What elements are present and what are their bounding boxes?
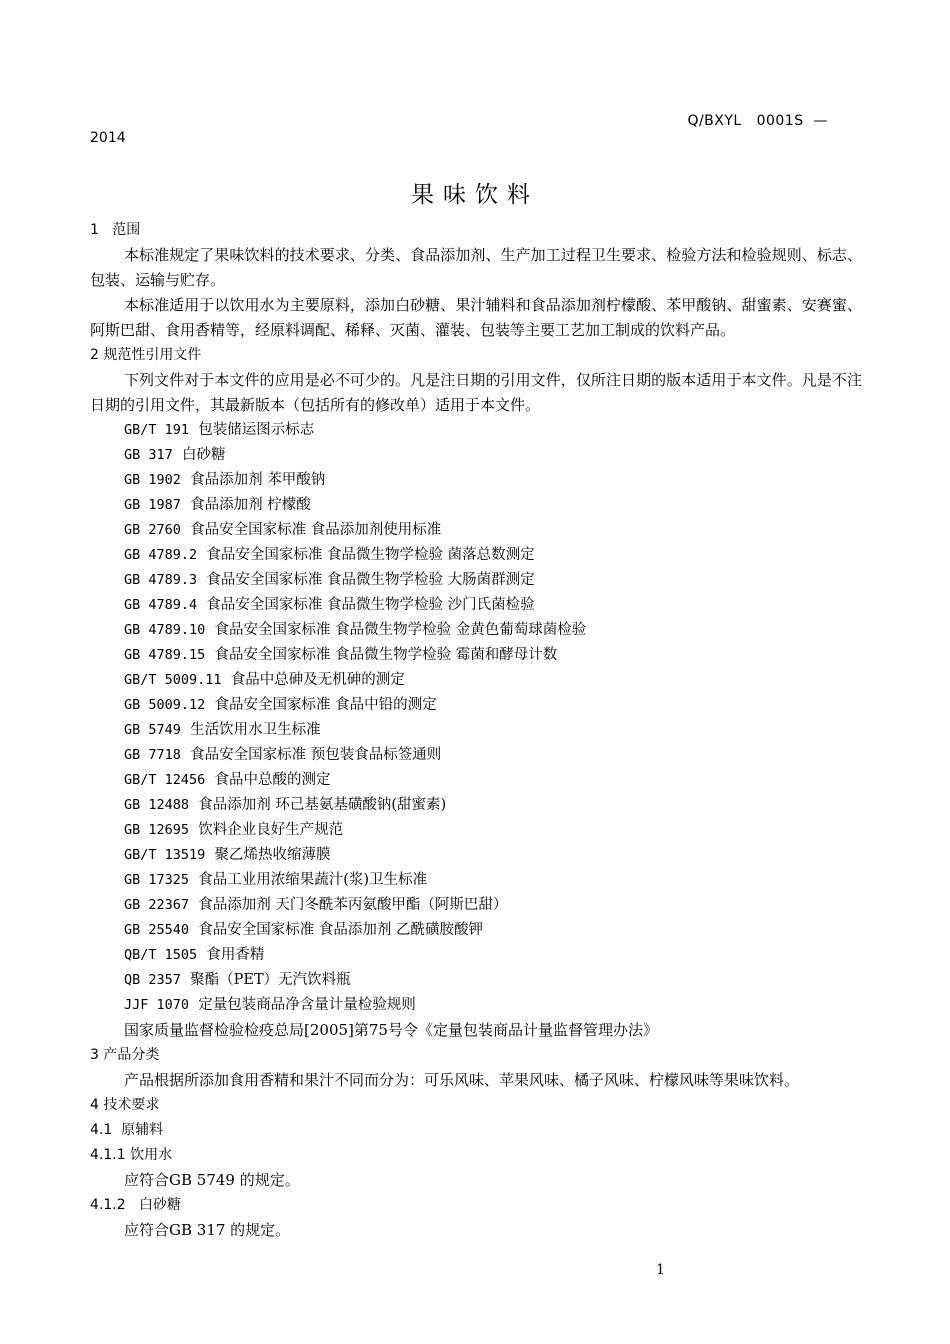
section-4-heading — [90, 1093, 862, 1118]
reference-code: GB 4789.3 — [124, 572, 198, 588]
section-1-heading — [90, 218, 862, 243]
reference-item — [90, 993, 862, 1018]
reference-code: QB 2357 — [124, 972, 181, 988]
reference-name: 饮料企业良好生产规范 — [198, 822, 344, 838]
section-3-paragraph-1: 产品根据所添加食用香精和果汁不同而分为：可乐风味、苹果风味、橘子风味、柠檬风味等果味饮料。 — [124, 1071, 800, 1089]
reference-code: QB/T 1505 — [124, 947, 198, 963]
reference-code: GB 5009.12 — [124, 697, 206, 713]
reference-code: GB 4789.2 — [124, 547, 198, 563]
reference-item — [90, 643, 862, 668]
section-number: 4.1.1 — [90, 1147, 126, 1163]
section-title: 范围 — [112, 222, 141, 238]
section-4-1-1-heading — [90, 1143, 862, 1168]
section-title: 饮用水 — [130, 1147, 173, 1163]
reference-code: GB 7718 — [124, 747, 181, 763]
reference-name: 包装储运图示标志 — [198, 422, 315, 438]
reference-item — [90, 593, 862, 618]
section-4-1-heading — [90, 1118, 862, 1143]
reference-code: GB 4789.15 — [124, 647, 206, 663]
section-1-paragraph-2: 本标准适用于以饮用水为主要原料，添加白砂糖、果汁辅料和食品添加剂柠檬酸、苯甲酸钠、甜蜜素、安赛蜜、阿斯巴甜、食用香精等，经原料调配、稀释、灭菌、灌装、包装等主要工艺加工制成的饮料产品。 — [90, 296, 862, 339]
reference-item — [90, 568, 862, 593]
reference-name: 食品添加剂 天门冬酰苯丙氨酸甲酯（阿斯巴甜） — [198, 897, 508, 913]
section-number: 3 — [90, 1047, 99, 1063]
standard-year: 2014 — [90, 130, 126, 146]
section-number: 2 — [90, 347, 99, 363]
reference-item — [90, 818, 862, 843]
reference-item — [90, 493, 862, 518]
reference-item — [90, 768, 862, 793]
reference-decree: 国家质量监督检验检疫总局[2005]第75号令《定量包装商品计量监督管理办法》 — [124, 1021, 658, 1039]
reference-item — [90, 443, 862, 468]
reference-code: GB/T 13519 — [124, 847, 206, 863]
reference-name: 食品安全国家标准 食品微生物学检验 霉菌和酵母计数 — [214, 647, 558, 663]
section-title: 技术要求 — [103, 1097, 160, 1113]
reference-item — [90, 718, 862, 743]
reference-code: GB 2760 — [124, 522, 181, 538]
reference-name: 食品安全国家标准 预包装食品标签通则 — [190, 747, 442, 763]
reference-item — [90, 468, 862, 493]
section-2-paragraph-1: 下列文件对于本文件的应用是必不可少的。凡是注日期的引用文件，仅所注日期的版本适用于本文件。凡是不注日期的引用文件，其最新版本（包括所有的修改单）适用于本文件。 — [90, 371, 862, 414]
section-2-heading — [90, 343, 862, 368]
reference-name: 食品安全国家标准 食品微生物学检验 金黄色葡萄球菌检验 — [214, 622, 587, 638]
reference-item — [90, 943, 862, 968]
reference-item — [90, 668, 862, 693]
reference-item — [90, 418, 862, 443]
section-4-1-2-heading — [90, 1193, 862, 1218]
reference-name: 食品中总酸的测定 — [214, 772, 331, 788]
section-title: 白砂糖 — [138, 1197, 181, 1213]
section-title: 产品分类 — [103, 1047, 160, 1063]
reference-name: 食品添加剂 柠檬酸 — [190, 497, 311, 513]
reference-name: 食品安全国家标准 食品添加剂 乙酰磺胺酸钾 — [198, 922, 483, 938]
reference-item — [90, 518, 862, 543]
reference-item — [90, 793, 862, 818]
reference-name: 食品安全国家标准 食品微生物学检验 菌落总数测定 — [206, 547, 535, 563]
reference-name: 食品工业用浓缩果蔬汁(浆)卫生标准 — [198, 872, 428, 888]
reference-item — [90, 693, 862, 718]
reference-code: GB 1902 — [124, 472, 181, 488]
reference-code: GB/T 5009.11 — [124, 672, 222, 688]
section-3-heading — [90, 1043, 862, 1068]
reference-code: GB/T 191 — [124, 422, 190, 438]
section-4-1-2-text: 应符合GB 317 的规定。 — [124, 1221, 291, 1239]
reference-name: 定量包装商品净含量计量检验规则 — [198, 997, 416, 1013]
reference-code: GB 317 — [124, 447, 173, 463]
document-title: 果味饮料 — [411, 182, 539, 208]
reference-item — [90, 968, 862, 993]
reference-code: GB 12488 — [124, 797, 190, 813]
reference-code: GB 1987 — [124, 497, 181, 513]
reference-name: 聚乙烯热收缩薄膜 — [214, 847, 331, 863]
reference-code: GB 17325 — [124, 872, 190, 888]
reference-item — [90, 618, 862, 643]
page-number: 1 — [656, 1262, 665, 1278]
section-number: 4 — [90, 1097, 99, 1113]
reference-item — [90, 918, 862, 943]
section-number: 4.1 — [90, 1122, 113, 1138]
reference-item — [90, 868, 862, 893]
reference-code: GB 5749 — [124, 722, 181, 738]
reference-name: 食品中总砷及无机砷的测定 — [230, 672, 405, 688]
reference-list — [90, 418, 862, 1018]
reference-name: 食品安全国家标准 食品微生物学检验 沙门氏菌检验 — [206, 597, 535, 613]
document-body — [90, 218, 862, 1243]
reference-code: JJF 1070 — [124, 997, 190, 1013]
reference-code: GB 4789.4 — [124, 597, 198, 613]
section-1-paragraph-1: 本标准规定了果味饮料的技术要求、分类、食品添加剂、生产加工过程卫生要求、检验方法和检验规则、标志、包装、运输与贮存。 — [90, 246, 862, 289]
reference-name: 食用香精 — [206, 947, 265, 963]
section-4-1-1-text: 应符合GB 5749 的规定。 — [124, 1171, 300, 1189]
reference-name: 聚酯（PET）无汽饮料瓶 — [190, 972, 351, 988]
reference-name: 食品添加剂 苯甲酸钠 — [190, 472, 326, 488]
standard-code: Q/BXYL 0001S — — [687, 113, 828, 129]
reference-item — [90, 843, 862, 868]
reference-code: GB 25540 — [124, 922, 190, 938]
reference-name: 食品安全国家标准 食品微生物学检验 大肠菌群测定 — [206, 572, 535, 588]
reference-name: 食品安全国家标准 食品添加剂使用标准 — [190, 522, 442, 538]
reference-code: GB 22367 — [124, 897, 190, 913]
section-title: 规范性引用文件 — [103, 347, 202, 363]
reference-code: GB 4789.10 — [124, 622, 206, 638]
reference-code: GB/T 12456 — [124, 772, 206, 788]
section-number: 4.1.2 — [90, 1197, 126, 1213]
section-number: 1 — [90, 222, 99, 238]
reference-name: 白砂糖 — [182, 447, 226, 463]
reference-name: 食品添加剂 环己基氨基磺酸钠(甜蜜素) — [198, 797, 447, 813]
section-title: 原辅料 — [121, 1122, 164, 1138]
reference-item — [90, 893, 862, 918]
reference-item — [90, 543, 862, 568]
reference-name: 生活饮用水卫生标准 — [190, 722, 321, 738]
reference-item — [90, 743, 862, 768]
reference-name: 食品安全国家标准 食品中铅的测定 — [214, 697, 437, 713]
reference-code: GB 12695 — [124, 822, 190, 838]
